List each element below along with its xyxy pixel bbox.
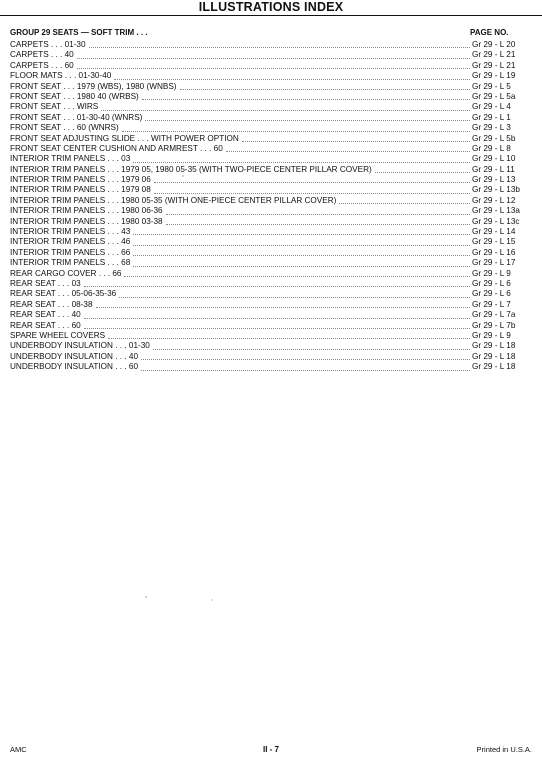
index-entry-label: FRONT SEAT CENTER CUSHION AND ARMREST . . . 60 (10, 143, 223, 153)
index-header (10, 28, 528, 38)
index-entry (10, 134, 528, 144)
index-entry-label: CARPETS . . . 01-30 (10, 40, 86, 49)
dot-leader (133, 233, 470, 235)
index-entry-page: Gr 29 - L 5 (472, 81, 511, 91)
index-entry-page: Gr 29 - L 21 (472, 50, 516, 60)
dot-leader (133, 161, 470, 163)
index-list (10, 40, 528, 373)
dot-leader (145, 119, 470, 121)
index-entry (10, 196, 528, 206)
footer-printed-in: Printed in U.S.A. (476, 745, 532, 754)
index-entry-page: Gr 29 - L 7a (472, 310, 516, 320)
index-entry-page: Gr 29 - L 18 (472, 341, 516, 351)
index-entry-page: Gr 29 - L 11 (472, 164, 515, 174)
index-entry (10, 227, 528, 237)
index-entry-label: FRONT SEAT . . . 01-30-40 (WNRS) (10, 112, 143, 122)
index-entry-page: Gr 29 - L 5b (472, 133, 516, 143)
index-entry-page: Gr 29 - L 12 (472, 195, 516, 205)
dot-leader (339, 202, 470, 204)
index-entry (10, 269, 528, 279)
index-entry-page: Gr 29 - L 13 (472, 175, 516, 185)
index-entry-label: REAR SEAT . . . 08-38 (10, 299, 93, 309)
dot-leader (96, 306, 470, 308)
index-entry-label: INTERIOR TRIM PANELS . . . 1979 06 (10, 175, 151, 185)
dot-leader (133, 254, 470, 256)
index-entry-page: Gr 29 - L 16 (472, 247, 516, 257)
dot-leader (141, 369, 470, 371)
footer-publisher: AMC (10, 745, 27, 754)
dot-leader (77, 67, 470, 69)
index-entry (10, 362, 528, 372)
page-title: ILLUSTRATIONS INDEX (198, 0, 344, 14)
index-entry-label: REAR SEAT . . . 03 (10, 278, 81, 288)
dot-leader (153, 348, 470, 350)
index-entry (10, 279, 528, 289)
index-entry-label: INTERIOR TRIM PANELS . . . 68 (10, 258, 131, 268)
index-entry-page: Gr 29 - L 9 (472, 268, 511, 278)
index-entry-page: Gr 29 - L 7b (472, 320, 516, 330)
index-entry-label: INTERIOR TRIM PANELS . . . 1979 08 (10, 185, 151, 195)
index-entry-page: Gr 29 - L 19 (472, 71, 516, 81)
index-entry (10, 248, 528, 258)
index-entry-page: Gr 29 - L 6 (472, 278, 511, 288)
index-entry-label: INTERIOR TRIM PANELS . . . 66 (10, 247, 131, 257)
index-entry-page: Gr 29 - L 13c (472, 216, 520, 226)
index-entry-label: FLOOR MATS . . . 01-30-40 (10, 71, 112, 81)
dot-leader (108, 337, 470, 339)
index-entry-page: Gr 29 - L 10 (472, 154, 516, 164)
dot-leader (124, 275, 470, 277)
index-entry (10, 352, 528, 362)
index-entry-page: Gr 29 - L 14 (472, 227, 516, 237)
index-entry (10, 175, 528, 185)
dot-leader (84, 327, 470, 329)
dot-leader (154, 192, 470, 194)
dot-leader (142, 98, 470, 100)
dot-leader (84, 317, 470, 319)
index-entry-label: REAR SEAT . . . 05-06-35-36 (10, 289, 117, 299)
index-entry-page: Gr 29 - L 5a (472, 91, 516, 101)
dot-leader (375, 171, 470, 173)
dot-leader (122, 130, 470, 132)
dot-leader (133, 265, 470, 267)
index-entry (10, 206, 528, 216)
index-entry (10, 50, 528, 60)
index-entry-page: Gr 29 - L 21 (472, 60, 516, 70)
index-entry (10, 289, 528, 299)
index-entry-page: Gr 29 - L 20 (472, 40, 516, 49)
dot-leader (101, 109, 470, 111)
index-entry-label: FRONT SEAT . . . 1979 (WBS), 1980 (WNBS) (10, 81, 177, 91)
index-entry-label: INTERIOR TRIM PANELS . . . 46 (10, 237, 131, 247)
index-entry-label: CARPETS . . . 60 (10, 60, 74, 70)
dot-leader (180, 88, 470, 90)
index-entry-page: Gr 29 - L 8 (472, 143, 511, 153)
footer (10, 745, 532, 755)
index-entry-label: UNDERBODY INSULATION . . . 40 (10, 351, 138, 361)
index-entry-page: Gr 29 - L 17 (472, 258, 516, 268)
dot-leader (166, 223, 470, 225)
index-entry-label: REAR SEAT . . . 60 (10, 320, 81, 330)
dot-leader (89, 46, 470, 48)
index-entry (10, 321, 528, 331)
index-entry (10, 123, 528, 133)
index-entry (10, 92, 528, 102)
index-entry-label: UNDERBODY INSULATION . . . 01-30 (10, 341, 150, 351)
index-entry-label: FRONT SEAT . . . 1980 40 (WRBS) (10, 91, 139, 101)
index-entry-page: Gr 29 - L 18 (472, 362, 516, 372)
scan-speck (145, 596, 147, 598)
index-entry-label: FRONT SEAT ADJUSTING SLIDE . . . WITH POWER OPTION (10, 133, 239, 143)
index-entry (10, 258, 528, 268)
index-entry (10, 61, 528, 71)
index-entry-label: CARPETS . . . 40 (10, 50, 74, 60)
dot-leader (141, 358, 470, 360)
index-entry (10, 310, 528, 320)
index-entry-page: Gr 29 - L 3 (472, 123, 511, 133)
index-entry-page: Gr 29 - L 13b (472, 185, 520, 195)
index-entry-label: INTERIOR TRIM PANELS . . . 1980 06-36 (10, 206, 163, 216)
index-entry (10, 40, 528, 50)
page-no-heading: PAGE NO. (470, 28, 509, 37)
dot-leader (226, 150, 470, 152)
index-entry (10, 154, 528, 164)
dot-leader (166, 213, 470, 215)
index-entry (10, 144, 528, 154)
dot-leader (114, 78, 470, 80)
footer-page-number: II - 7 (262, 745, 279, 754)
index-entry (10, 113, 528, 123)
index-entry-page: Gr 29 - L 1 (472, 112, 511, 122)
index-entry (10, 71, 528, 81)
dot-leader (77, 57, 470, 59)
index-entry-page: Gr 29 - L 7 (472, 299, 511, 309)
index-entry (10, 165, 528, 175)
index-entry (10, 331, 528, 341)
index-entry (10, 341, 528, 351)
dot-leader (119, 296, 470, 298)
index-entry-page: Gr 29 - L 13a (472, 206, 520, 216)
dot-leader (242, 140, 470, 142)
index-entry (10, 300, 528, 310)
index-entry (10, 217, 528, 227)
index-entry-label: FRONT SEAT . . . 60 (WNRS) (10, 123, 119, 133)
index-entry-label: FRONT SEAT . . . WIRS (10, 102, 99, 112)
dot-leader (84, 285, 470, 287)
index-entry-label: REAR SEAT . . . 40 (10, 310, 81, 320)
index-entry-label: REAR CARGO COVER . . . 66 (10, 268, 122, 278)
dot-leader (133, 244, 470, 246)
index-entry-label: UNDERBODY INSULATION . . . 60 (10, 362, 138, 372)
index-entry-label: SPARE WHEEL COVERS (10, 330, 106, 340)
index-entry-label: INTERIOR TRIM PANELS . . . 1979 05, 1980 05-35 (WITH TWO-PIECE CENTER PILLAR COVER) (10, 164, 372, 174)
index-entry-page: Gr 29 - L 9 (472, 330, 511, 340)
index-entry (10, 185, 528, 195)
index-entry-label: INTERIOR TRIM PANELS . . . 03 (10, 154, 131, 164)
index-entry-page: Gr 29 - L 6 (472, 289, 511, 299)
dot-leader (154, 181, 470, 183)
index-entry-page: Gr 29 - L 4 (472, 102, 511, 112)
scan-speck (211, 599, 212, 600)
index-entry-page: Gr 29 - L 18 (472, 351, 516, 361)
index-entry (10, 82, 528, 92)
index-entry-page: Gr 29 - L 15 (472, 237, 516, 247)
title-rule (0, 15, 542, 16)
index-entry-label: INTERIOR TRIM PANELS . . . 1980 05-35 (WITH ONE-PIECE CENTER PILLAR COVER) (10, 195, 337, 205)
index-entry-label: INTERIOR TRIM PANELS . . . 1980 03-38 (10, 216, 163, 226)
index-entry-label: INTERIOR TRIM PANELS . . . 43 (10, 227, 131, 237)
group-heading: GROUP 29 SEATS — SOFT TRIM . . . (10, 28, 148, 37)
index-entry (10, 237, 528, 247)
index-entry (10, 102, 528, 112)
